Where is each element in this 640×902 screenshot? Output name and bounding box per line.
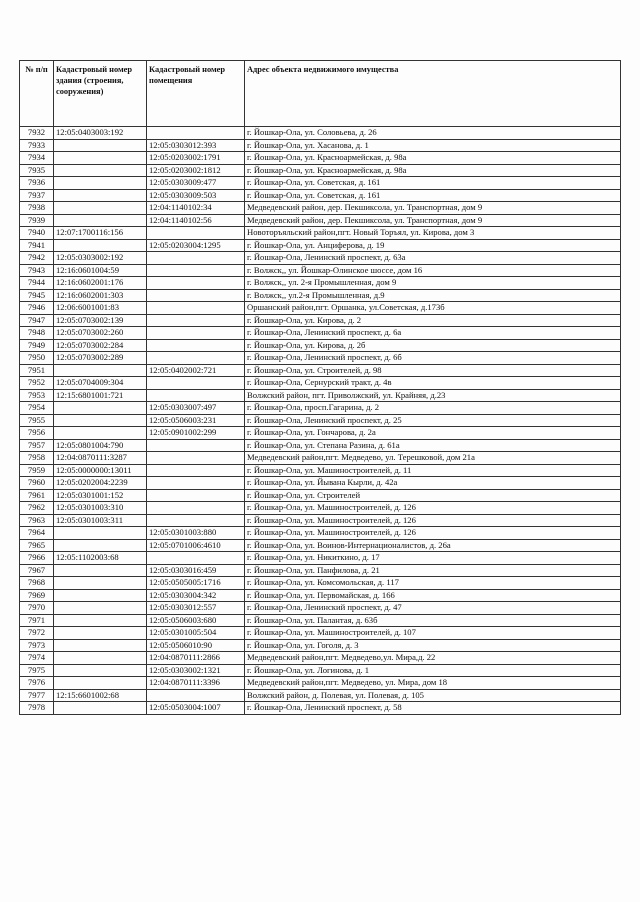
cell-address: г. Йошкар-Ола, ул. Хасанова, д. 1 <box>245 139 621 152</box>
cell-num: 7970 <box>20 602 54 615</box>
cell-num: 7977 <box>20 689 54 702</box>
cell-address: г. Йошкар-Ола, ул. Панфилова, д. 21 <box>245 564 621 577</box>
cell-address: Волжский район, д. Полевая, ул. Полевая, д. 105 <box>245 689 621 702</box>
cell-building-cadastral: 12:05:0703002:284 <box>54 339 147 352</box>
cell-room-cadastral: 12:05:0203002:1812 <box>147 164 245 177</box>
cell-building-cadastral <box>54 189 147 202</box>
cell-building-cadastral <box>54 564 147 577</box>
cell-address: г. Йошкар-Ола, ул. Соловьева, д. 26 <box>245 127 621 140</box>
cell-building-cadastral <box>54 677 147 690</box>
registry-table <box>19 60 621 715</box>
cell-address: г. Йошкар-Ола, ул. Воинов-Интернационалистов, д. 26а <box>245 539 621 552</box>
cell-address: г. Йошкар-Ола, ул. Строителей, д. 98 <box>245 364 621 377</box>
cell-num: 7971 <box>20 614 54 627</box>
cell-num: 7975 <box>20 664 54 677</box>
cell-building-cadastral <box>54 152 147 165</box>
cell-building-cadastral <box>54 364 147 377</box>
cell-address: Новоторъяльский район,пгт. Новый Торъял, ул. Кирова, дом 3 <box>245 227 621 240</box>
cell-num: 7940 <box>20 227 54 240</box>
cell-room-cadastral: 12:04:1140102:34 <box>147 202 245 215</box>
cell-room-cadastral: 12:05:0506010:90 <box>147 639 245 652</box>
cell-address: г. Йошкар-Ола, ул. Первомайская, д. 166 <box>245 589 621 602</box>
table-row <box>20 414 621 427</box>
cell-address: г. Йошкар-Ола, Ленинский проспект, д. 47 <box>245 602 621 615</box>
table-row <box>20 477 621 490</box>
cell-address: г. Йошкар-Ола, ул. Машиностроителей, д. 126 <box>245 527 621 540</box>
cell-num: 7936 <box>20 177 54 190</box>
cell-room-cadastral: 12:05:0303002:1321 <box>147 664 245 677</box>
table-row <box>20 177 621 190</box>
table-row <box>20 489 621 502</box>
cell-room-cadastral <box>147 339 245 352</box>
cell-building-cadastral <box>54 139 147 152</box>
cell-num: 7959 <box>20 464 54 477</box>
table-row <box>20 514 621 527</box>
cell-building-cadastral: 12:04:0870111:3287 <box>54 452 147 465</box>
table-row <box>20 427 621 440</box>
cell-num: 7969 <box>20 589 54 602</box>
cell-num: 7952 <box>20 377 54 390</box>
table-row <box>20 452 621 465</box>
cell-address: г. Йошкар-Ола, ул. Логинова, д. 1 <box>245 664 621 677</box>
table-row <box>20 402 621 415</box>
cell-num: 7976 <box>20 677 54 690</box>
cell-building-cadastral <box>54 177 147 190</box>
cell-room-cadastral: 12:05:0203002:1791 <box>147 152 245 165</box>
cell-building-cadastral <box>54 402 147 415</box>
cell-building-cadastral: 12:16:0602001:303 <box>54 289 147 302</box>
cell-num: 7965 <box>20 539 54 552</box>
cell-room-cadastral: 12:05:0506003:680 <box>147 614 245 627</box>
table-row <box>20 139 621 152</box>
cell-building-cadastral: 12:15:6801001:721 <box>54 389 147 402</box>
cell-address: г. Йошкар-Ола, ул. Гоголя, д. 3 <box>245 639 621 652</box>
table-row <box>20 602 621 615</box>
cell-room-cadastral <box>147 252 245 265</box>
cell-room-cadastral <box>147 127 245 140</box>
cell-room-cadastral <box>147 439 245 452</box>
cell-address: г. Йошкар-Ола, Ленинский проспект, д. 6а <box>245 327 621 340</box>
cell-num: 7949 <box>20 339 54 352</box>
cell-address: Медведевский район,пгт. Медведево, ул. Терешковой, дом 21а <box>245 452 621 465</box>
cell-address: г. Йошкар-Ола, ул. Машиностроителей, д. 126 <box>245 502 621 515</box>
cell-room-cadastral <box>147 389 245 402</box>
cell-room-cadastral <box>147 264 245 277</box>
cell-building-cadastral: 12:06:6001001:83 <box>54 302 147 315</box>
cell-room-cadastral: 12:05:0503004:1007 <box>147 702 245 715</box>
cell-room-cadastral <box>147 552 245 565</box>
cell-room-cadastral: 12:05:0505005:1716 <box>147 577 245 590</box>
cell-room-cadastral <box>147 452 245 465</box>
cell-num: 7960 <box>20 477 54 490</box>
cell-address: г. Йошкар-Ола, ул. Красноармейская, д. 98а <box>245 164 621 177</box>
cell-building-cadastral: 12:05:0703002:289 <box>54 352 147 365</box>
cell-room-cadastral <box>147 489 245 502</box>
cell-address: г. Йошкар-Ола, ул. Комсомольская, д. 117 <box>245 577 621 590</box>
cell-num: 7934 <box>20 152 54 165</box>
cell-room-cadastral: 12:05:0301005:504 <box>147 627 245 640</box>
cell-address: г. Йошкар-Ола, ул. Гончарова, д. 2а <box>245 427 621 440</box>
cell-room-cadastral: 12:05:0203004:1295 <box>147 239 245 252</box>
cell-address: г. Йошкар-Ола, Ленинский проспект, д. 58 <box>245 702 621 715</box>
cell-address: г. Йошкар-Ола, ул. Палантая, д. 63б <box>245 614 621 627</box>
cell-building-cadastral <box>54 602 147 615</box>
table-row <box>20 389 621 402</box>
table-row <box>20 264 621 277</box>
cell-building-cadastral <box>54 539 147 552</box>
header-room-cadastral: Кадастровый номер помещения <box>147 61 245 127</box>
table-row <box>20 664 621 677</box>
table-row <box>20 352 621 365</box>
cell-building-cadastral <box>54 577 147 590</box>
cell-num: 7951 <box>20 364 54 377</box>
cell-room-cadastral: 12:04:0870111:3396 <box>147 677 245 690</box>
cell-address: г. Волжск,, ул.2-я Промышленная, д.9 <box>245 289 621 302</box>
cell-address: Медведевский район, дер. Пекшиксола, ул. Транспортная, дом 9 <box>245 214 621 227</box>
table-row <box>20 439 621 452</box>
cell-num: 7933 <box>20 139 54 152</box>
table-row <box>20 202 621 215</box>
cell-building-cadastral: 12:05:0403003:192 <box>54 127 147 140</box>
cell-num: 7942 <box>20 252 54 265</box>
header-row <box>20 61 621 127</box>
table-row <box>20 502 621 515</box>
table-row <box>20 289 621 302</box>
cell-num: 7939 <box>20 214 54 227</box>
cell-room-cadastral: 12:05:0303012:557 <box>147 602 245 615</box>
cell-num: 7950 <box>20 352 54 365</box>
cell-building-cadastral <box>54 702 147 715</box>
cell-num: 7964 <box>20 527 54 540</box>
cell-address: Волжский район, пгт. Приволжский, ул. Крайняя, д.23 <box>245 389 621 402</box>
cell-address: г. Йошкар-Ола, ул. Строителей <box>245 489 621 502</box>
table-row <box>20 564 621 577</box>
cell-address: г. Йошкар-Ола, ул. Анциферова, д. 19 <box>245 239 621 252</box>
cell-room-cadastral: 12:05:0303009:477 <box>147 177 245 190</box>
cell-room-cadastral <box>147 377 245 390</box>
table-row <box>20 189 621 202</box>
cell-num: 7953 <box>20 389 54 402</box>
cell-num: 7945 <box>20 289 54 302</box>
cell-building-cadastral <box>54 414 147 427</box>
cell-building-cadastral: 12:05:0703002:139 <box>54 314 147 327</box>
cell-num: 7955 <box>20 414 54 427</box>
cell-building-cadastral: 12:05:1102003:68 <box>54 552 147 565</box>
cell-building-cadastral <box>54 239 147 252</box>
cell-building-cadastral: 12:05:0301001:152 <box>54 489 147 502</box>
table-row <box>20 689 621 702</box>
cell-address: г. Йошкар-Ола, ул. Степана Разина, д. 61а <box>245 439 621 452</box>
cell-building-cadastral: 12:16:0602001:176 <box>54 277 147 290</box>
cell-room-cadastral <box>147 689 245 702</box>
table-row <box>20 464 621 477</box>
cell-address: Оршанский район,пгт. Оршанка, ул.Советская, д.173б <box>245 302 621 315</box>
cell-building-cadastral <box>54 627 147 640</box>
cell-num: 7943 <box>20 264 54 277</box>
table-row <box>20 577 621 590</box>
cell-building-cadastral: 12:05:0303002:192 <box>54 252 147 265</box>
cell-room-cadastral <box>147 464 245 477</box>
table-row <box>20 214 621 227</box>
cell-address: г. Йошкар-Ола, ул. Машиностроителей, д. 126 <box>245 514 621 527</box>
table-row <box>20 702 621 715</box>
cell-building-cadastral <box>54 589 147 602</box>
cell-address: г. Йошкар-Ола, ул. Советская, д. 161 <box>245 189 621 202</box>
cell-num: 7967 <box>20 564 54 577</box>
cell-address: г. Йошкар-Ола, ул. Советская, д. 161 <box>245 177 621 190</box>
cell-address: г. Йошкар-Ола, ул. Машиностроителей, д. 107 <box>245 627 621 640</box>
table-row <box>20 314 621 327</box>
cell-room-cadastral: 12:05:0402002:721 <box>147 364 245 377</box>
cell-num: 7974 <box>20 652 54 665</box>
cell-address: г. Йошкар-Ола, Ленинский проспект, д. 63а <box>245 252 621 265</box>
cell-address: Медведевский район, дер. Пекшиксола, ул. Транспортная, дом 9 <box>245 202 621 215</box>
table-row <box>20 377 621 390</box>
cell-room-cadastral <box>147 514 245 527</box>
cell-room-cadastral: 12:05:0303007:497 <box>147 402 245 415</box>
table-row <box>20 527 621 540</box>
cell-building-cadastral <box>54 639 147 652</box>
table-row <box>20 589 621 602</box>
cell-num: 7957 <box>20 439 54 452</box>
cell-building-cadastral: 12:15:6601002:68 <box>54 689 147 702</box>
cell-num: 7941 <box>20 239 54 252</box>
cell-room-cadastral <box>147 502 245 515</box>
cell-num: 7946 <box>20 302 54 315</box>
cell-address: Медведевский район,пгт. Медведево,ул. Мира,д. 22 <box>245 652 621 665</box>
cell-num: 7954 <box>20 402 54 415</box>
header-address: Адрес объекта недвижимого имущества <box>245 61 621 127</box>
cell-address: г. Йошкар-Ола, ул. Кирова, д. 2 <box>245 314 621 327</box>
cell-building-cadastral <box>54 614 147 627</box>
cell-room-cadastral: 12:05:0303004:342 <box>147 589 245 602</box>
cell-room-cadastral <box>147 289 245 302</box>
cell-building-cadastral <box>54 202 147 215</box>
cell-num: 7938 <box>20 202 54 215</box>
table-row <box>20 302 621 315</box>
table-row <box>20 339 621 352</box>
cell-num: 7948 <box>20 327 54 340</box>
cell-address: г. Йошкар-Ола, Ленинский проспект, д. 25 <box>245 414 621 427</box>
cell-room-cadastral: 12:05:0701006:4610 <box>147 539 245 552</box>
cell-room-cadastral <box>147 327 245 340</box>
cell-room-cadastral: 12:05:0303016:459 <box>147 564 245 577</box>
cell-room-cadastral: 12:05:0303012:393 <box>147 139 245 152</box>
cell-building-cadastral: 12:05:0301003:310 <box>54 502 147 515</box>
cell-num: 7968 <box>20 577 54 590</box>
cell-address: г. Йошкар-Ола, Сернурский тракт, д. 4в <box>245 377 621 390</box>
cell-num: 7932 <box>20 127 54 140</box>
cell-room-cadastral <box>147 302 245 315</box>
table-row <box>20 614 621 627</box>
cell-room-cadastral <box>147 314 245 327</box>
cell-room-cadastral <box>147 352 245 365</box>
cell-building-cadastral: 12:05:0801004:790 <box>54 439 147 452</box>
cell-room-cadastral: 12:05:0301003:880 <box>147 527 245 540</box>
table-row <box>20 677 621 690</box>
cell-building-cadastral: 12:05:0000000:13011 <box>54 464 147 477</box>
cell-room-cadastral: 12:04:0870111:2866 <box>147 652 245 665</box>
cell-room-cadastral: 12:05:0303009:503 <box>147 189 245 202</box>
cell-address: г. Йошкар-Ола, ул. Кирова, д. 2б <box>245 339 621 352</box>
cell-address: г. Йошкар-Ола, ул. Красноармейская, д. 98а <box>245 152 621 165</box>
cell-num: 7956 <box>20 427 54 440</box>
cell-num: 7978 <box>20 702 54 715</box>
cell-room-cadastral: 12:04:1140102:56 <box>147 214 245 227</box>
cell-address: г. Йошкар-Ола, Ленинский проспект, д. 6б <box>245 352 621 365</box>
cell-building-cadastral: 12:07:1700116:156 <box>54 227 147 240</box>
cell-building-cadastral: 12:05:0202004:2239 <box>54 477 147 490</box>
cell-num: 7966 <box>20 552 54 565</box>
table-row <box>20 164 621 177</box>
cell-building-cadastral <box>54 214 147 227</box>
cell-room-cadastral: 12:05:0901002:299 <box>147 427 245 440</box>
cell-building-cadastral: 12:16:0601004:59 <box>54 264 147 277</box>
cell-num: 7958 <box>20 452 54 465</box>
header-building-cadastral: Кадастровый номер здания (строения, сооружения) <box>54 61 147 127</box>
table-row <box>20 552 621 565</box>
cell-address: г. Волжск,, ул. Йошкар-Олинское шоссе, дом 16 <box>245 264 621 277</box>
cell-building-cadastral <box>54 427 147 440</box>
cell-building-cadastral <box>54 652 147 665</box>
cell-num: 7962 <box>20 502 54 515</box>
cell-address: г. Йошкар-Ола, ул. Машиностроителей, д. 11 <box>245 464 621 477</box>
cell-address: г. Йошкар-Ола, ул. Йывана Кырли, д. 42а <box>245 477 621 490</box>
cell-num: 7963 <box>20 514 54 527</box>
cell-num: 7947 <box>20 314 54 327</box>
cell-room-cadastral <box>147 277 245 290</box>
cell-address: г. Йошкар-Ола, просп.Гагарина, д. 2 <box>245 402 621 415</box>
header-num: № п/п <box>20 61 54 127</box>
cell-building-cadastral: 12:05:0301003:311 <box>54 514 147 527</box>
cell-address: г. Волжск,, ул. 2-я Промышленная, дом 9 <box>245 277 621 290</box>
cell-num: 7937 <box>20 189 54 202</box>
table-header <box>20 61 621 127</box>
cell-num: 7973 <box>20 639 54 652</box>
cell-building-cadastral: 12:05:0703002:260 <box>54 327 147 340</box>
table-row <box>20 364 621 377</box>
table-row <box>20 227 621 240</box>
table-row <box>20 152 621 165</box>
cell-building-cadastral <box>54 664 147 677</box>
cell-num: 7961 <box>20 489 54 502</box>
cell-num: 7935 <box>20 164 54 177</box>
cell-address: г. Йошкар-Ола, ул. Никиткино, д. 17 <box>245 552 621 565</box>
table-row <box>20 639 621 652</box>
cell-building-cadastral <box>54 164 147 177</box>
table-row <box>20 239 621 252</box>
table-row <box>20 127 621 140</box>
cell-building-cadastral <box>54 527 147 540</box>
cell-building-cadastral: 12:05:0704009:304 <box>54 377 147 390</box>
cell-room-cadastral <box>147 227 245 240</box>
cell-room-cadastral <box>147 477 245 490</box>
cell-num: 7972 <box>20 627 54 640</box>
table-row <box>20 277 621 290</box>
cell-room-cadastral: 12:05:0506003:231 <box>147 414 245 427</box>
table-row <box>20 327 621 340</box>
table-row <box>20 627 621 640</box>
table-row <box>20 652 621 665</box>
table-row <box>20 539 621 552</box>
table-row <box>20 252 621 265</box>
cell-address: Медведевский район,пгт. Медведево, ул. Мира, дом 18 <box>245 677 621 690</box>
table-body <box>20 127 621 715</box>
cell-num: 7944 <box>20 277 54 290</box>
